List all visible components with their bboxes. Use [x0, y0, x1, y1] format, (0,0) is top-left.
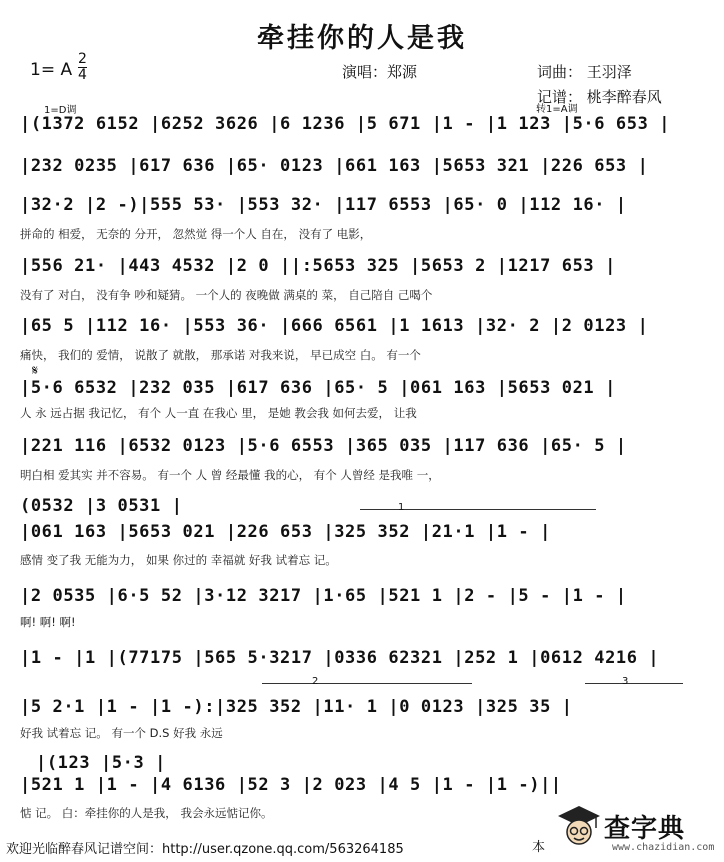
score-row-1: |(1372 6152 |6252 3626 |6 1236 |5 671 |1 - |1 123 |5·6 653 |	[20, 114, 671, 134]
time-signature-bottom: 4	[78, 67, 87, 83]
score-row-3: |32·2 |2 -)|555 53· |553 32· |117 6553 |65· 0 |112 16· |	[20, 195, 627, 215]
lyric-row-3: 拼命的 相爱， 无奈的 分开， 忽然觉 得一个人 自在， 没有了 电影，	[20, 227, 372, 241]
volta-2-label: 2	[312, 676, 319, 687]
transcriber-credit: 记谱： 桃李醉春风	[537, 88, 662, 106]
song-title: 牵挂你的人是我	[257, 23, 467, 54]
a-key-marker: 转1=A调	[536, 104, 578, 115]
score-row-5: |65 5 |112 16· |553 36· |666 6561 |1 1613 |32· 2 |2 0123 |	[20, 316, 649, 336]
time-signature	[78, 52, 87, 83]
lyric-row-10: 啊! 啊! 啊!	[20, 615, 76, 629]
lyric-row-12: 好我 试着忘 记。 有一个 D.S 好我 永远	[20, 726, 223, 740]
volta-bracket-2	[262, 683, 472, 684]
score-row-14: |521 1 |1 - |4 6136 |52 3 |2 023 |4 5 |1 - |1 -)||	[20, 775, 562, 795]
volta-bracket-3	[585, 683, 683, 684]
volta-bracket-1	[360, 509, 596, 510]
volta-3-label: 3	[622, 676, 629, 687]
key-signature: 1= A	[30, 60, 73, 80]
volta-1-label: 1	[398, 502, 405, 513]
score-row-11: |1 - |1 |(77175 |565 5·3217 |0336 62321 |252 1 |0612 4216 |	[20, 648, 660, 668]
mortarboard-mascot-icon	[556, 804, 602, 848]
footer-text: 欢迎光临醉春风记谱空间：http://user.qzone.qq.com/563264185	[6, 842, 404, 857]
score-row-9: |061 163 |5653 021 |226 653 |325 352 |21·1 |1 - |	[20, 522, 551, 542]
d-key-marker: 1=D调	[44, 105, 77, 116]
lyric-row-4: 没有了 对白， 没有争 吵和疑猜。 一个人的 夜晚做 满桌的 菜， 自己陪自 己喝个	[20, 288, 433, 302]
score-row-6: |5·6 6532 |232 035 |617 636 |65· 5 |061 163 |5653 021 |	[20, 378, 616, 398]
score-row-13: |(123 |5·3 |	[36, 753, 167, 773]
lyric-row-6: 人 永 远占据 我记忆， 有个 人一直 在我心 里， 是她 教会我 如何去爱， 让我	[20, 406, 417, 420]
score-row-8: (0532 |3 0531 |	[20, 496, 183, 516]
score-row-2: |232 0235 |617 636 |65· 0123 |661 163 |5653 321 |226 653 |	[20, 156, 649, 176]
logo-wordmark: 查字典	[604, 814, 686, 844]
lyricist-credit: 词曲： 王羽泽	[537, 63, 632, 81]
time-signature-top: 2	[78, 51, 87, 67]
segno-sign: 𝄋	[32, 363, 39, 379]
score-row-10: |2 0535 |6·5 52 |3·12 3217 |1·65 |521 1 |2 - |5 - |1 - |	[20, 586, 627, 606]
lyric-row-14: 惦 记。 白：牵挂你的人是我， 我会永远惦记你。	[20, 806, 273, 820]
logo-url: www.chazidian.com	[612, 842, 715, 853]
lyric-row-7: 明白相 爱其实 并不容易。 有一个 人 曾 经最懂 我的心， 有个 人曾经 是我唯 一，	[20, 468, 440, 482]
singer-credit: 演唱：郑源	[342, 63, 418, 81]
score-row-4: |556 21· |443 4532 |2 0 ||:5653 325 |5653 2 |1217 653 |	[20, 256, 616, 276]
corner-character: 本	[532, 840, 546, 855]
lyric-row-5: 痛快， 我们的 爱情， 说散了 就散， 那承诺 对我来说， 早已成空 白。 有一个	[20, 348, 421, 362]
lyric-row-9: 感情 变了我 无能为力， 如果 你过的 幸福就 好我 试着忘 记。	[20, 553, 337, 567]
score-row-7: |221 116 |6532 0123 |5·6 6553 |365 035 |117 636 |65· 5 |	[20, 436, 627, 456]
score-row-12: |5 2·1 |1 - |1 -):|325 352 |11· 1 |0 0123 |325 35 |	[20, 697, 573, 717]
